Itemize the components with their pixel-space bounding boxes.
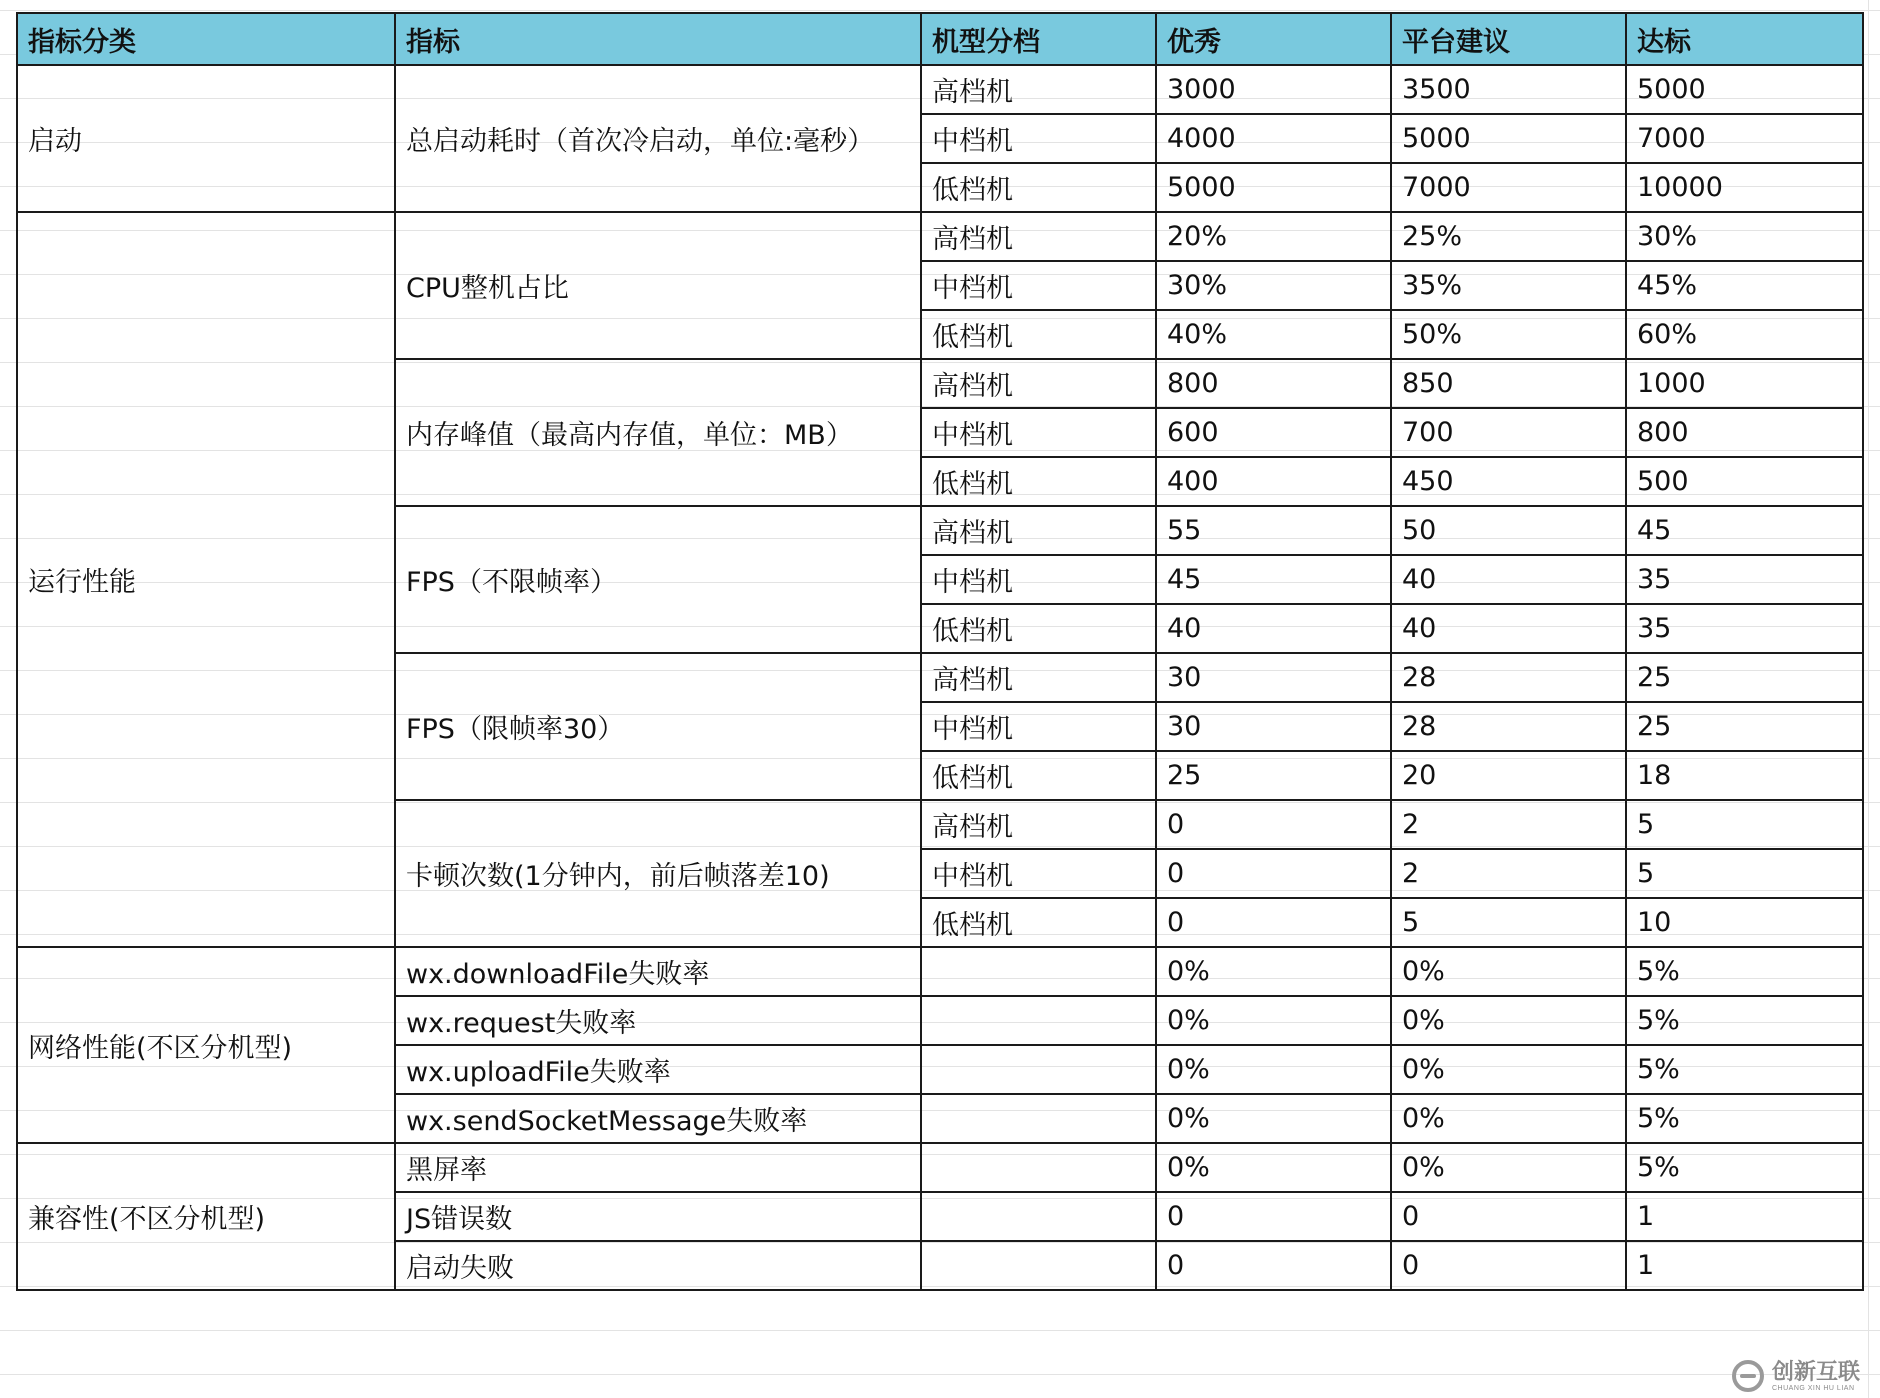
excellent-cell[interactable]: 0: [1156, 800, 1391, 849]
pass-cell[interactable]: 5%: [1626, 1045, 1863, 1094]
tier-cell[interactable]: 高档机: [921, 800, 1156, 849]
tier-cell[interactable]: 高档机: [921, 212, 1156, 261]
recommended-cell[interactable]: 0%: [1391, 1045, 1626, 1094]
recommended-cell[interactable]: 35%: [1391, 261, 1626, 310]
excellent-cell[interactable]: 5000: [1156, 163, 1391, 212]
recommended-cell[interactable]: 0%: [1391, 996, 1626, 1045]
recommended-cell[interactable]: 5000: [1391, 114, 1626, 163]
tier-cell[interactable]: 中档机: [921, 114, 1156, 163]
pass-cell[interactable]: 5%: [1626, 947, 1863, 996]
tier-cell[interactable]: 低档机: [921, 163, 1156, 212]
header-row: [17, 13, 1863, 65]
pass-cell[interactable]: 25: [1626, 702, 1863, 751]
pass-cell[interactable]: 5: [1626, 800, 1863, 849]
tier-cell[interactable]: 中档机: [921, 702, 1156, 751]
header-tier[interactable]: 机型分档: [921, 13, 1156, 65]
header-category[interactable]: 指标分类: [17, 13, 395, 65]
excellent-cell[interactable]: 40%: [1156, 310, 1391, 359]
pass-cell[interactable]: 5%: [1626, 1143, 1863, 1192]
header-pass[interactable]: 达标: [1626, 13, 1863, 65]
grid-line: [0, 1374, 1880, 1375]
recommended-cell[interactable]: 0%: [1391, 947, 1626, 996]
tier-cell[interactable]: 低档机: [921, 604, 1156, 653]
recommended-cell[interactable]: 2: [1391, 800, 1626, 849]
grid-line: [0, 10, 1880, 11]
metrics-table: [16, 12, 1864, 1291]
table-row: [17, 212, 1863, 261]
recommended-cell[interactable]: 40: [1391, 604, 1626, 653]
metric-cell[interactable]: FPS（不限帧率）: [395, 506, 921, 653]
table-row: [17, 1143, 1863, 1192]
recommended-cell[interactable]: 28: [1391, 653, 1626, 702]
table-row: [17, 947, 1863, 996]
pass-cell[interactable]: 10000: [1626, 163, 1863, 212]
tier-cell[interactable]: [921, 1143, 1156, 1192]
metric-cell[interactable]: wx.sendSocketMessage失败率: [395, 1094, 921, 1143]
header-recommended[interactable]: 平台建议: [1391, 13, 1626, 65]
watermark-text: 创新互联: [1771, 1358, 1860, 1384]
header-metric[interactable]: 指标: [395, 13, 921, 65]
metric-cell[interactable]: wx.request失败率: [395, 996, 921, 1045]
category-cell[interactable]: 兼容性(不区分机型): [17, 1143, 395, 1290]
excellent-cell[interactable]: 25: [1156, 751, 1391, 800]
recommended-cell[interactable]: 50%: [1391, 310, 1626, 359]
excellent-cell[interactable]: 0%: [1156, 1143, 1391, 1192]
pass-cell[interactable]: 1: [1626, 1192, 1863, 1241]
excellent-cell[interactable]: 400: [1156, 457, 1391, 506]
recommended-cell[interactable]: 850: [1391, 359, 1626, 408]
grid-line: [0, 1330, 1880, 1331]
pass-cell[interactable]: 45: [1626, 506, 1863, 555]
pass-cell[interactable]: 60%: [1626, 310, 1863, 359]
metric-cell[interactable]: 内存峰值（最高内存值，单位：MB）: [395, 359, 921, 506]
recommended-cell[interactable]: 0%: [1391, 1094, 1626, 1143]
recommended-cell[interactable]: 25%: [1391, 212, 1626, 261]
tier-cell[interactable]: 低档机: [921, 310, 1156, 359]
excellent-cell[interactable]: 4000: [1156, 114, 1391, 163]
recommended-cell[interactable]: 2: [1391, 849, 1626, 898]
tier-cell[interactable]: 中档机: [921, 261, 1156, 310]
watermark-logo: [1730, 1358, 1860, 1394]
tier-cell[interactable]: 低档机: [921, 898, 1156, 947]
excellent-cell[interactable]: 0%: [1156, 1045, 1391, 1094]
header-excellent[interactable]: 优秀: [1156, 13, 1391, 65]
metric-cell[interactable]: 启动失败: [395, 1241, 921, 1290]
recommended-cell[interactable]: 700: [1391, 408, 1626, 457]
table-row: [17, 65, 1863, 114]
tier-cell[interactable]: 低档机: [921, 457, 1156, 506]
recommended-cell[interactable]: 450: [1391, 457, 1626, 506]
metric-cell[interactable]: JS错误数: [395, 1192, 921, 1241]
excellent-cell[interactable]: 800: [1156, 359, 1391, 408]
pass-cell[interactable]: 1000: [1626, 359, 1863, 408]
excellent-cell[interactable]: 30: [1156, 653, 1391, 702]
excellent-cell[interactable]: 0%: [1156, 996, 1391, 1045]
recommended-cell[interactable]: 7000: [1391, 163, 1626, 212]
excellent-cell[interactable]: 0: [1156, 849, 1391, 898]
pass-cell[interactable]: 30%: [1626, 212, 1863, 261]
recommended-cell[interactable]: 0%: [1391, 1143, 1626, 1192]
recommended-cell[interactable]: 3500: [1391, 65, 1626, 114]
excellent-cell[interactable]: 55: [1156, 506, 1391, 555]
recommended-cell[interactable]: 0: [1391, 1192, 1626, 1241]
recommended-cell[interactable]: 5: [1391, 898, 1626, 947]
recommended-cell[interactable]: 28: [1391, 702, 1626, 751]
recommended-cell[interactable]: 0: [1391, 1241, 1626, 1290]
pass-cell[interactable]: 1: [1626, 1241, 1863, 1290]
tier-cell[interactable]: 高档机: [921, 65, 1156, 114]
metric-cell[interactable]: wx.uploadFile失败率: [395, 1045, 921, 1094]
excellent-cell[interactable]: 45: [1156, 555, 1391, 604]
brand-icon: [1730, 1358, 1766, 1394]
excellent-cell[interactable]: 0%: [1156, 1094, 1391, 1143]
pass-cell[interactable]: 18: [1626, 751, 1863, 800]
category-cell[interactable]: 网络性能(不区分机型): [17, 947, 395, 1143]
pass-cell[interactable]: 35: [1626, 604, 1863, 653]
recommended-cell[interactable]: 50: [1391, 506, 1626, 555]
category-cell[interactable]: 启动: [17, 65, 395, 212]
pass-cell[interactable]: 10: [1626, 898, 1863, 947]
tier-cell[interactable]: [921, 996, 1156, 1045]
grid-line: [1868, 0, 1869, 1398]
watermark-subtext: CHUANG XIN HU LIAN: [1771, 1384, 1855, 1392]
excellent-cell[interactable]: 30: [1156, 702, 1391, 751]
tier-cell[interactable]: 低档机: [921, 751, 1156, 800]
metric-cell[interactable]: CPU整机占比: [395, 212, 921, 359]
pass-cell[interactable]: 25: [1626, 653, 1863, 702]
tier-cell[interactable]: 高档机: [921, 506, 1156, 555]
tier-cell[interactable]: 高档机: [921, 653, 1156, 702]
pass-cell[interactable]: 5: [1626, 849, 1863, 898]
tier-cell[interactable]: 中档机: [921, 555, 1156, 604]
pass-cell[interactable]: 7000: [1626, 114, 1863, 163]
tier-cell[interactable]: 中档机: [921, 408, 1156, 457]
tier-cell[interactable]: [921, 947, 1156, 996]
pass-cell[interactable]: 5000: [1626, 65, 1863, 114]
pass-cell[interactable]: 45%: [1626, 261, 1863, 310]
excellent-cell[interactable]: 0: [1156, 1241, 1391, 1290]
excellent-cell[interactable]: 0: [1156, 898, 1391, 947]
excellent-cell[interactable]: 0%: [1156, 947, 1391, 996]
tier-cell[interactable]: 高档机: [921, 359, 1156, 408]
metric-cell[interactable]: wx.downloadFile失败率: [395, 947, 921, 996]
tier-cell[interactable]: 中档机: [921, 849, 1156, 898]
pass-cell[interactable]: 500: [1626, 457, 1863, 506]
excellent-cell[interactable]: 600: [1156, 408, 1391, 457]
tier-cell[interactable]: [921, 1094, 1156, 1143]
category-cell[interactable]: 运行性能: [17, 212, 395, 947]
metric-cell[interactable]: 黑屏率: [395, 1143, 921, 1192]
excellent-cell[interactable]: 20%: [1156, 212, 1391, 261]
tier-cell[interactable]: [921, 1241, 1156, 1290]
metric-cell[interactable]: 卡顿次数(1分钟内，前后帧落差10): [395, 800, 921, 947]
excellent-cell[interactable]: 3000: [1156, 65, 1391, 114]
pass-cell[interactable]: 35: [1626, 555, 1863, 604]
metric-cell[interactable]: FPS（限帧率30）: [395, 653, 921, 800]
excellent-cell[interactable]: 40: [1156, 604, 1391, 653]
recommended-cell[interactable]: 40: [1391, 555, 1626, 604]
tier-cell[interactable]: [921, 1192, 1156, 1241]
pass-cell[interactable]: 5%: [1626, 1094, 1863, 1143]
excellent-cell[interactable]: 0: [1156, 1192, 1391, 1241]
pass-cell[interactable]: 5%: [1626, 996, 1863, 1045]
tier-cell[interactable]: [921, 1045, 1156, 1094]
metric-cell[interactable]: 总启动耗时（首次冷启动，单位:毫秒）: [395, 65, 921, 212]
excellent-cell[interactable]: 30%: [1156, 261, 1391, 310]
recommended-cell[interactable]: 20: [1391, 751, 1626, 800]
pass-cell[interactable]: 800: [1626, 408, 1863, 457]
